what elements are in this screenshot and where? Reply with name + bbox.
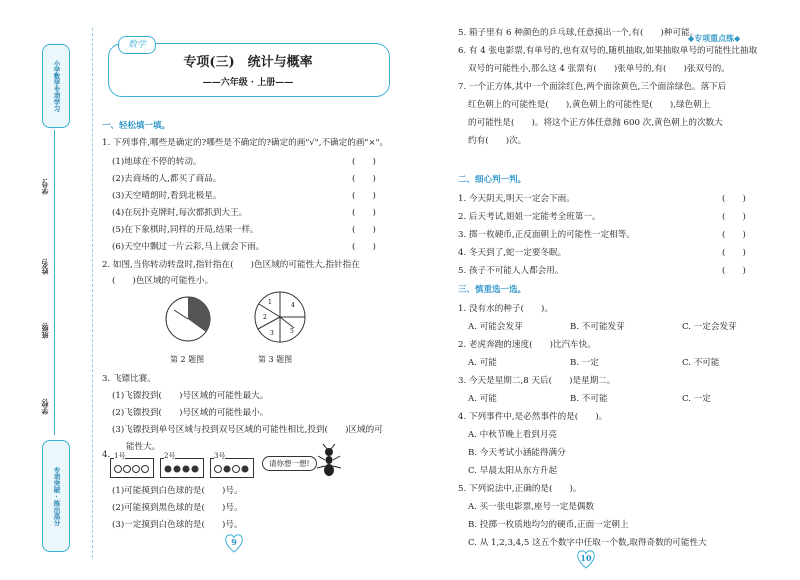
section-fill-in: 一、轻松填一填。 — [102, 121, 171, 131]
q1-item-3: (3)天空晴朗时,看到北极星。 — [112, 191, 222, 201]
svg-text:5: 5 — [290, 328, 294, 335]
q1-item-6: (6)天空中飘过一片云彩,马上就会下雨。 — [112, 242, 265, 252]
c3-option-b[interactable]: B. 不可能 — [570, 394, 608, 404]
student-name-field: 姓名: — [40, 258, 49, 275]
svg-text:1: 1 — [268, 299, 272, 306]
question-4: 4. — [102, 450, 111, 460]
judge-answer-3[interactable]: ( ) — [722, 230, 746, 240]
c2-option-c[interactable]: C. 不可能 — [682, 358, 720, 368]
c3-option-c[interactable]: C. 一定 — [682, 394, 711, 404]
box-1-label: 1号 — [114, 452, 126, 460]
header-badge: ◆专项重点练◆ — [688, 33, 741, 43]
choice-question-4: 4. 下列事件中,是必然事件的是( )。 — [458, 412, 608, 422]
judge-item-4: 4. 冬天到了,蛇一定要冬眠。 — [458, 248, 567, 258]
c1-option-b[interactable]: B. 不可能发芽 — [570, 322, 625, 332]
binding-sidebar — [38, 0, 76, 580]
q1-answer-2[interactable]: ( ) — [352, 174, 376, 184]
section-judge: 二、细心判一判。 — [458, 175, 527, 185]
choice-question-5: 5. 下列说法中,正确的是( )。 — [458, 484, 582, 494]
c5-option-c[interactable]: C. 从 1,2,3,4,5 这五个数字中任取一个数,取得奇数的可能性大 — [468, 538, 707, 548]
ant-icon — [312, 444, 346, 478]
box-1 — [110, 452, 154, 478]
judge-answer-5[interactable]: ( ) — [722, 266, 746, 276]
subject-badge: 数学 — [118, 36, 156, 54]
judge-item-5: 5. 孩子不可能人人都会用。 — [458, 266, 564, 276]
figure-2-caption: 第 2 题图 — [170, 355, 205, 364]
question-1: 1. 下列事件,哪些是确定的?哪些是不确定的?确定的画"√",不确定的画"×"。 — [102, 138, 389, 148]
q1-answer-1[interactable]: ( ) — [352, 157, 376, 167]
q4-item-2: (2)可能摸到黑色球的是( )号。 — [112, 503, 243, 513]
box-2-label: 2号 — [164, 452, 176, 460]
question-5: 5. 箱子里有 6 种颜色的乒乓球,任意摸出一个,有( )种可能。 — [458, 28, 699, 38]
q1-answer-6[interactable]: ( ) — [352, 242, 376, 252]
sidebar-tab-top: 小学数学专项学习 — [42, 44, 70, 128]
box-3-label: 3号 — [214, 452, 226, 460]
c5-option-b[interactable]: B. 投掷一枚质地均匀的硬币,正面一定朝上 — [468, 520, 629, 530]
q1-answer-4[interactable]: ( ) — [352, 208, 376, 218]
figure-3-caption: 第 3 题图 — [258, 355, 293, 364]
q3-item-3-cont: 能性大。 — [126, 442, 161, 452]
box-2 — [160, 452, 204, 478]
judge-answer-4[interactable]: ( ) — [722, 248, 746, 258]
q1-item-1: (1)地球在不停的转动。 — [112, 157, 202, 167]
question-7-line-2: 红色朝上的可能性是( ),黄色朝上的可能性是( ),绿色朝上 — [468, 100, 711, 110]
question-7-line-1: 7. 一个正方体,其中一个面涂红色,两个面涂黄色,三个面涂绿色。落下后 — [458, 82, 727, 92]
q1-item-2: (2)去商场的人,都买了商品。 — [112, 174, 222, 184]
page-subtitle: ——六年级 · 上册—— — [202, 78, 294, 88]
judge-item-1: 1. 今天阴天,明天一定会下雨。 — [458, 194, 575, 204]
c2-option-a[interactable]: A. 可能 — [468, 358, 497, 368]
question-7-line-4: 约有( )次。 — [468, 136, 527, 146]
question-7-line-3: 的可能性是( )。将这个正方体任意抛 600 次,黄色朝上的次数大 — [468, 118, 723, 128]
judge-item-2: 2. 后天考试,姐姐一定能考全班第一。 — [458, 212, 601, 222]
class-field: 班级: — [40, 322, 49, 339]
q3-item-2: (2)飞镖投到( )号区域的可能性最小。 — [112, 408, 269, 418]
c4-option-c[interactable]: C. 早晨太阳从东方升起 — [468, 466, 558, 476]
judge-item-3: 3. 掷一枚硬币,正反面朝上的可能性一定相等。 — [458, 230, 635, 240]
question-6-line-1: 6. 有 4 张电影票,有单号的,也有双号的,随机抽取,如果抽取单号的可能性比抽取 — [458, 46, 758, 56]
c4-option-b[interactable]: B. 今天考试小涵能得满分 — [468, 448, 566, 458]
cut-line — [92, 28, 93, 558]
box-1-balls-icon — [113, 463, 151, 475]
q1-answer-5[interactable]: ( ) — [352, 225, 376, 235]
choice-question-2: 2. 老虎奔跑的速度( )比汽车快。 — [458, 340, 596, 350]
c1-option-c[interactable]: C. 一定会发芽 — [682, 322, 737, 332]
judge-answer-1[interactable]: ( ) — [722, 194, 746, 204]
speech-bubble: 请你想一想! — [262, 456, 317, 471]
box-2-balls-icon — [163, 463, 201, 475]
page-number-right: 10 — [580, 553, 592, 563]
box-3 — [210, 452, 254, 478]
q1-item-5: (5)在下象棋时,同样的开局,结果一样。 — [112, 225, 259, 235]
sidebar-tab-bottom: 专项突破 · 练出高分 — [42, 440, 70, 552]
svg-text:4: 4 — [291, 302, 295, 309]
page-title: 专项(三) 统计与概率 — [183, 55, 313, 70]
c4-option-a[interactable]: A. 中秋节晚上看到月亮 — [468, 430, 558, 440]
c1-option-a[interactable]: A. 可能会发芽 — [468, 322, 523, 332]
student-number-field: 学号: — [40, 178, 49, 195]
svg-text:3: 3 — [270, 330, 274, 337]
q4-item-3: (3)一定摸到白色球的是( )号。 — [112, 520, 243, 530]
spinner-2-icon — [160, 290, 220, 350]
question-3: 3. 飞镖比赛。 — [102, 374, 156, 384]
q4-item-1: (1)可能摸到白色球的是( )号。 — [112, 486, 243, 496]
school-field: 学校: — [40, 398, 49, 415]
q3-item-3: (3)飞镖投到单号区域与投到双号区域的可能性相比,投到( )区域的可 — [112, 425, 383, 435]
c5-option-a[interactable]: A. 买一张电影票,座号一定是偶数 — [468, 502, 595, 512]
c3-option-a[interactable]: A. 可能 — [468, 394, 497, 404]
section-choose: 三、慎重选一选。 — [458, 285, 527, 295]
choice-question-3: 3. 今天是星期二,8 天后( )是星期二。 — [458, 376, 616, 386]
q3-item-1: (1)飞镖投到( )号区域的可能性最大。 — [112, 391, 269, 401]
question-6-line-2: 双号的可能性小,那么这 4 张票有( )张单号的,有( )张双号的。 — [468, 64, 730, 74]
question-2-line-2: ( )色区域的可能性小。 — [112, 276, 214, 286]
box-3-balls-icon — [213, 463, 251, 475]
page-number-left: 9 — [231, 537, 237, 547]
judge-answer-2[interactable]: ( ) — [722, 212, 746, 222]
q1-item-4: (4)在玩扑克牌时,每次都抓到大王。 — [112, 208, 248, 218]
choice-question-1: 1. 没有水的种子( )。 — [458, 304, 553, 314]
spinner-3-icon — [250, 285, 314, 349]
sidebar-divider — [54, 130, 55, 435]
c2-option-b[interactable]: B. 一定 — [570, 358, 599, 368]
svg-text:2: 2 — [263, 314, 267, 321]
q1-answer-3[interactable]: ( ) — [352, 191, 376, 201]
question-2-line-1: 2. 如图,当你转动转盘时,指针指在( )色区域的可能性大,指针指在 — [102, 260, 360, 270]
